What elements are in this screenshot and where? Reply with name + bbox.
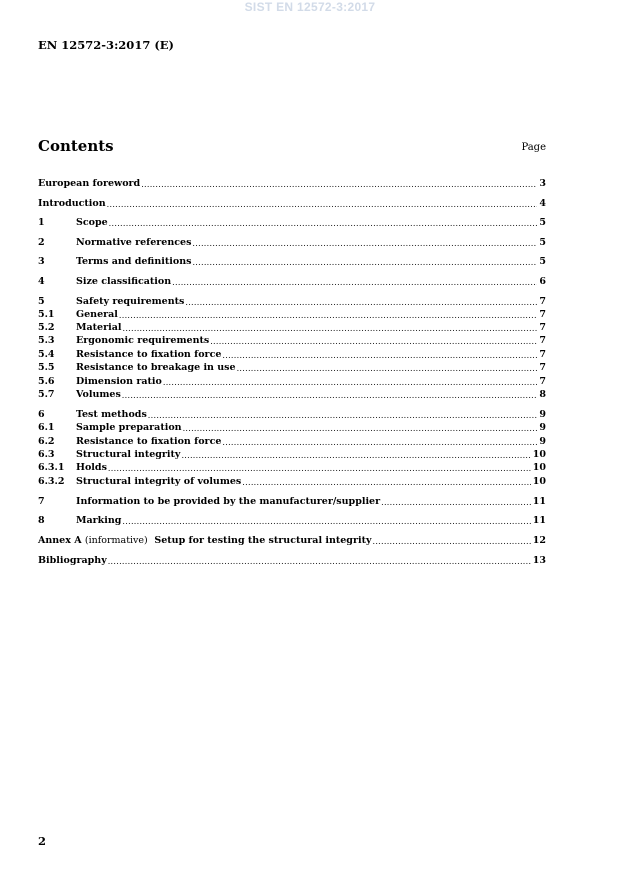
toc-entry-title: Safety requirements [76,296,185,307]
toc-entry-page: 7 [539,362,546,373]
toc-leader-dots [107,198,538,210]
toc-entry-number: 6.1 [38,422,55,433]
toc-entry-title: Ergonomic requirements [76,335,210,346]
toc-entry-title: Holds [76,462,107,473]
toc-entry-normative-references[interactable] [38,237,546,249]
toc-entry-resistance-to-breakage[interactable] [38,362,546,374]
toc-entry-page: 7 [539,309,546,320]
toc-entry-title: Test methods [76,409,147,420]
toc-leader-dots [108,555,531,567]
toc-entry-page: 4 [539,198,546,209]
toc-entry-title: Introduction [38,198,106,209]
annex-title: Setup for testing the structural integrity [154,535,372,546]
toc-entry-number: 5.7 [38,389,55,400]
toc-entry-page: 7 [539,296,546,307]
toc-entry-title: Material [76,322,122,333]
toc-leader-dots [185,296,537,308]
toc-entry-resistance-to-fixation-force-test[interactable] [38,436,546,448]
toc-entry-holds[interactable] [38,462,546,474]
toc-leader-dots [183,422,538,434]
toc-entry-title: European foreword [38,178,141,189]
toc-entry-title: Information to be provided by the manufacturer/supplier [76,496,381,507]
toc-entry-number: 4 [38,276,45,287]
toc-entry-volumes[interactable] [38,389,546,401]
toc-entry-page: 3 [539,178,546,189]
toc-leader-dots [122,389,538,401]
toc-entry-page: 6 [539,276,546,287]
toc-entry-title: Bibliography [38,555,107,566]
toc-leader-dots [381,496,531,508]
toc-entry-title: Structural integrity [76,449,181,460]
toc-entry-page: 11 [532,515,546,526]
toc-entry-safety-requirements[interactable] [38,296,546,308]
toc-entry-page: 8 [539,389,546,400]
toc-leader-dots [108,462,531,474]
toc-entry-number: 1 [38,217,45,228]
toc-entry-introduction[interactable] [38,198,546,210]
toc-entry-title: Structural integrity of volumes [76,476,242,487]
toc-entry-dimension-ratio[interactable] [38,376,546,388]
toc-entry-number: 2 [38,237,45,248]
page-column-label: Page [521,142,546,153]
toc-leader-dots [122,322,537,334]
toc-entry-title: General [76,309,118,320]
watermark: SIST EN 12572-3:2017 [244,0,376,14]
toc-entry-terms-and-definitions[interactable] [38,256,546,268]
toc-entry-title: Size classification [76,276,172,287]
toc-entry-page: 12 [532,535,546,546]
toc-entry-number: 5.5 [38,362,55,373]
toc-entry-resistance-to-fixation-force[interactable] [38,349,546,361]
toc-entry-marking[interactable] [38,515,546,527]
toc-leader-dots [192,256,537,268]
toc-leader-dots [237,362,538,374]
toc-entry-number: 6.2 [38,436,55,447]
toc-entry-number: 6.3.2 [38,476,65,487]
toc-entry-structural-integrity[interactable] [38,449,546,461]
toc-entry-page: 7 [539,376,546,387]
toc-entry-bibliography[interactable] [38,555,546,567]
toc-entry-page: 7 [539,335,546,346]
toc-leader-dots [109,217,538,229]
toc-entry-page: 9 [539,436,546,447]
toc-entry-page: 7 [539,322,546,333]
toc-entry-number: 6.3.1 [38,462,65,473]
toc-entry-ergonomic-requirements[interactable] [38,335,546,347]
toc-entry-page: 7 [539,349,546,360]
toc-entry-material[interactable] [38,322,546,334]
page-number: 2 [38,834,47,848]
toc-entry-number: 5.6 [38,376,55,387]
toc-leader-dots [222,349,537,361]
toc-entry-page: 9 [539,422,546,433]
toc-entry-page: 10 [532,462,546,473]
toc-leader-dots [122,515,530,527]
toc-leader-dots [192,237,537,249]
toc-leader-dots [372,535,530,547]
toc-entry-page: 10 [532,476,546,487]
toc-entry-general[interactable] [38,309,546,321]
toc-entry-scope[interactable] [38,217,546,229]
toc-entry-title: Scope [76,217,108,228]
toc-leader-dots [148,409,538,421]
toc-leader-dots [210,335,537,347]
toc-entry-european-foreword[interactable] [38,178,546,190]
toc-entry-annex-a[interactable] [38,535,546,547]
toc-entry-title: Marking [76,515,122,526]
toc-entry-title: Terms and definitions [76,256,192,267]
toc-entry-number: 8 [38,515,45,526]
toc-entry-number: 5 [38,296,45,307]
toc-entry-number: 5.2 [38,322,55,333]
annex-label: Annex A [38,535,82,546]
toc-entry-size-classification[interactable] [38,276,546,288]
toc-leader-dots [172,276,537,288]
toc-entry-page: 13 [532,555,546,566]
toc-leader-dots [222,436,537,448]
toc-entry-number: 5.4 [38,349,55,360]
toc-entry-page: 5 [539,217,546,228]
toc-entry-number: 6 [38,409,45,420]
toc-entry-title: Volumes [76,389,121,400]
toc-entry-title: Dimension ratio [76,376,162,387]
toc-entry-title [38,535,371,547]
toc-entry-page: 9 [539,409,546,420]
toc-leader-dots [141,178,537,190]
toc-entry-title: Resistance to breakage in use [76,362,236,373]
toc-entry-page: 10 [532,449,546,460]
contents-heading: Contents [38,137,114,155]
toc-entry-page: 5 [539,256,546,267]
annex-informative-label: (informative) [84,535,148,546]
toc-leader-dots [163,376,538,388]
toc-leader-dots [242,476,530,488]
toc-entry-information-by-manufacturer[interactable] [38,496,546,508]
toc-entry-page: 11 [532,496,546,507]
toc-entry-title: Resistance to fixation force [76,436,222,447]
toc-entry-number: 5.1 [38,309,55,320]
toc-entry-number: 7 [38,496,45,507]
toc-entry-number: 6.3 [38,449,55,460]
toc-entry-structural-integrity-of-volumes[interactable] [38,476,546,488]
toc-entry-page: 5 [539,237,546,248]
toc-leader-dots [181,449,530,461]
toc-entry-title: Resistance to fixation force [76,349,222,360]
toc-leader-dots [119,309,537,321]
document-id: EN 12572-3:2017 (E) [38,38,174,52]
toc-entry-number: 5.3 [38,335,55,346]
toc-entry-sample-preparation[interactable] [38,422,546,434]
toc-entry-number: 3 [38,256,45,267]
toc-entry-title: Sample preparation [76,422,182,433]
toc-entry-title: Normative references [76,237,192,248]
toc-entry-test-methods[interactable] [38,409,546,421]
